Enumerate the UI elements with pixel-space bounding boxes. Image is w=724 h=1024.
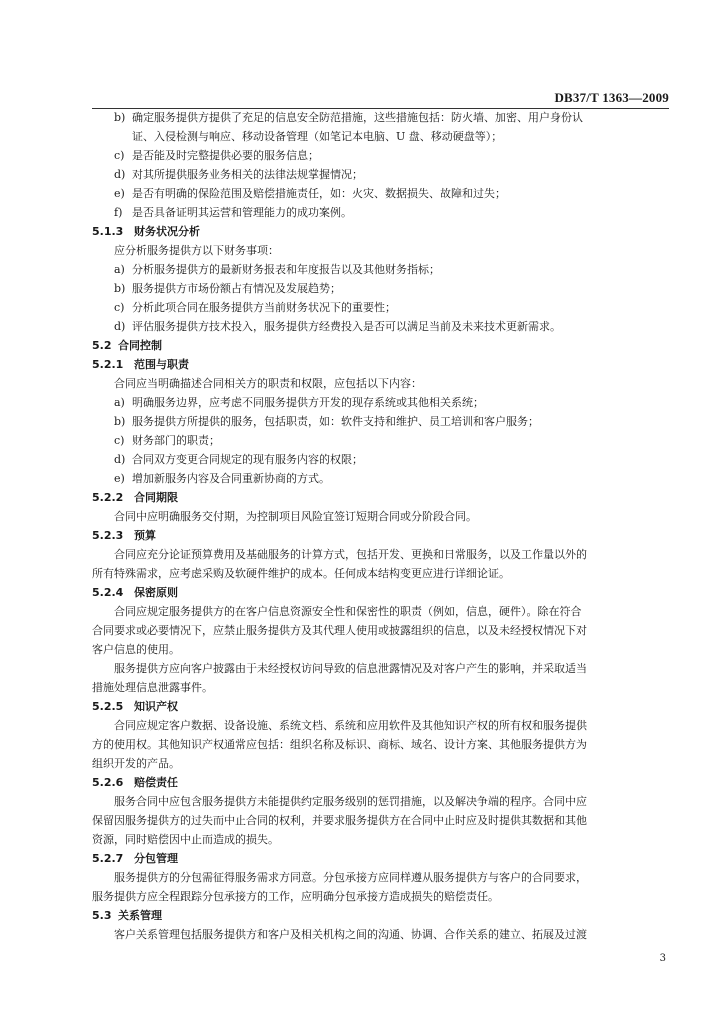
- section-heading: [92, 849, 669, 868]
- section-heading: [92, 222, 669, 241]
- section-number: 5.2.6: [92, 776, 124, 789]
- section-title: 合同期限: [134, 491, 178, 504]
- section-heading: [92, 583, 669, 602]
- list-marker: c): [114, 149, 125, 162]
- list-item: [92, 431, 669, 450]
- list-item-text: 分析此项合同在服务提供方当前财务状况下的重要性；: [132, 301, 396, 314]
- list-item-text: 服务提供方市场份额占有情况及发展趋势；: [132, 282, 341, 295]
- list-item-text: 确定服务提供方提供了充足的信息安全防范措施，这些措施包括：防火墙、加密、用户身份认: [132, 111, 583, 124]
- paragraph-continuation: 方的使用权。其他知识产权通常应包括：组织名称及标识、商标、域名、设计方案、其他服务提供方为: [92, 738, 587, 751]
- section-heading: [92, 355, 669, 374]
- list-marker: a): [114, 263, 125, 276]
- list-item: [92, 146, 669, 165]
- list-marker: b): [114, 111, 126, 124]
- list-marker: b): [114, 282, 126, 295]
- section-title: 保密原则: [134, 586, 178, 599]
- section-title: 财务状况分析: [134, 225, 200, 238]
- section-number: 5.2.5: [92, 700, 124, 713]
- section-number: 5.2.1: [92, 358, 124, 371]
- list-item-text: 评估服务提供方技术投入，服务提供方经费投入是否可以满足当前及未来技术更新需求。: [132, 320, 561, 333]
- list-item: [92, 165, 669, 184]
- section-number: 5.1.3: [92, 225, 124, 238]
- list-item-text: 服务提供方所提供的服务，包括职责，如：软件支持和维护、员工培训和客户服务；: [132, 415, 539, 428]
- paragraph-line: 服务合同中应包含服务提供方未能提供约定服务级别的惩罚措施，以及解决争端的程序。合同中应: [114, 795, 587, 808]
- list-item: [92, 450, 669, 469]
- list-item: [92, 412, 669, 431]
- list-item: [92, 393, 669, 412]
- document-id: DB37/T 1363—2009: [554, 90, 669, 105]
- paragraph-continuation: 客户信息的使用。: [92, 643, 180, 656]
- section-number: 5.2.2: [92, 491, 124, 504]
- section-number: 5.2: [92, 339, 112, 352]
- list-item: [92, 279, 669, 298]
- section-number: 5.3: [92, 909, 112, 922]
- paragraph-line: 服务提供方应向客户披露由于未经授权访问导致的信息泄露情况及对客户产生的影响，并采取适当: [114, 662, 587, 675]
- section-title: 赔偿责任: [134, 776, 178, 789]
- paragraph-continuation: 保留因服务提供方的过失而中止合同的权利，并要求服务提供方在合同中止时应及时提供其数据和其他: [92, 814, 587, 827]
- paragraph-line: 合同应充分论证预算费用及基础服务的计算方式，包括开发、更换和日常服务，以及工作量以外的: [114, 548, 587, 561]
- paragraph-line: 服务提供方的分包需征得服务需求方同意。分包承接方应同样遵从服务提供方与客户的合同要求，: [114, 871, 587, 884]
- paragraph-continuation: 资源，同时赔偿因中止而造成的损失。: [92, 833, 279, 846]
- list-marker: e): [114, 187, 125, 200]
- paragraph-continuation: 措施处理信息泄露事件。: [92, 681, 213, 694]
- list-marker: a): [114, 396, 125, 409]
- paragraph-line: 应分析服务提供方以下财务事项：: [114, 244, 279, 257]
- list-item: [92, 469, 669, 488]
- section-title: 关系管理: [118, 909, 162, 922]
- section-title: 范围与职责: [134, 358, 189, 371]
- section-heading: [92, 336, 669, 355]
- section-title: 分包管理: [134, 852, 178, 865]
- list-item-text: 财务部门的职责；: [132, 434, 220, 447]
- list-item: [92, 260, 669, 279]
- paragraph-line: 合同应规定服务提供方的在客户信息资源安全性和保密性的职责（例如，信息，硬件）。除在符合: [114, 605, 582, 618]
- section-title: 知识产权: [134, 700, 178, 713]
- paragraph-continuation: 合同要求或必要情况下，应禁止服务提供方及其代理人使用或披露组织的信息，以及未经授权情况下对: [92, 624, 587, 637]
- section-heading: [92, 697, 669, 716]
- list-item-text: 是否能及时完整提供必要的服务信息；: [132, 149, 319, 162]
- paragraph-line: 客户关系管理包括服务提供方和客户及相关机构之间的沟通、协调、合作关系的建立、拓展及过渡: [114, 928, 587, 941]
- list-marker: d): [114, 168, 126, 181]
- section-heading: [92, 488, 669, 507]
- list-item: [92, 108, 669, 127]
- paragraph-line: 合同应当明确描述合同相关方的职责和权限，应包括以下内容：: [114, 377, 422, 390]
- list-item-text: 是否具备证明其运营和管理能力的成功案例。: [132, 206, 352, 219]
- list-marker: c): [114, 434, 125, 447]
- list-item-text: 对其所提供服务业务相关的法律法规掌握情况；: [132, 168, 363, 181]
- list-item-text: 明确服务边界，应考虑不同服务提供方开发的现存系统或其他相关系统；: [132, 396, 484, 409]
- list-item-text: 增加新服务内容及合同重新协商的方式。: [132, 472, 330, 485]
- section-heading: [92, 906, 669, 925]
- list-item-text: 是否有明确的保险范围及赔偿措施责任，如：火灾、数据损失、故障和过失；: [132, 187, 506, 200]
- section-title: 合同控制: [118, 339, 162, 352]
- paragraph-continuation: 组织开发的产品。: [92, 757, 180, 770]
- list-item-text: 分析服务提供方的最新财务报表和年度报告以及其他财务指标；: [132, 263, 440, 276]
- section-heading: [92, 526, 669, 545]
- page-number: 3: [659, 953, 666, 964]
- list-marker: d): [114, 453, 126, 466]
- list-item-text: 合同双方变更合同规定的现有服务内容的权限；: [132, 453, 363, 466]
- paragraph-line: 合同应规定客户数据、设备设施、系统文档、系统和应用软件及其他知识产权的所有权和服务提供: [114, 719, 587, 732]
- list-marker: f): [114, 206, 123, 219]
- list-item: [92, 317, 669, 336]
- list-item: [92, 298, 669, 317]
- section-heading: [92, 773, 669, 792]
- section-number: 5.2.3: [92, 529, 124, 542]
- paragraph-line: 合同中应明确服务交付期，为控制项目风险宜签订短期合同或分阶段合同。: [114, 510, 477, 523]
- list-marker: e): [114, 472, 125, 485]
- section-number: 5.2.7: [92, 852, 124, 865]
- section-title: 预算: [134, 529, 156, 542]
- list-item: [92, 184, 669, 203]
- list-item-continuation: 证、入侵检测与响应、移动设备管理（如笔记本电脑、U 盘、移动硬盘等）；: [132, 130, 503, 143]
- list-item: [92, 203, 669, 222]
- document-body: [92, 108, 669, 944]
- section-number: 5.2.4: [92, 586, 124, 599]
- list-marker: d): [114, 320, 126, 333]
- list-marker: c): [114, 301, 125, 314]
- paragraph-continuation: 服务提供方应全程跟踪分包承接方的工作，应明确分包承接方造成损失的赔偿责任。: [92, 890, 499, 903]
- list-marker: b): [114, 415, 126, 428]
- paragraph-continuation: 所有特殊需求，应考虑采购及软硬件维护的成本。任何成本结构变更应进行详细论证。: [92, 567, 510, 580]
